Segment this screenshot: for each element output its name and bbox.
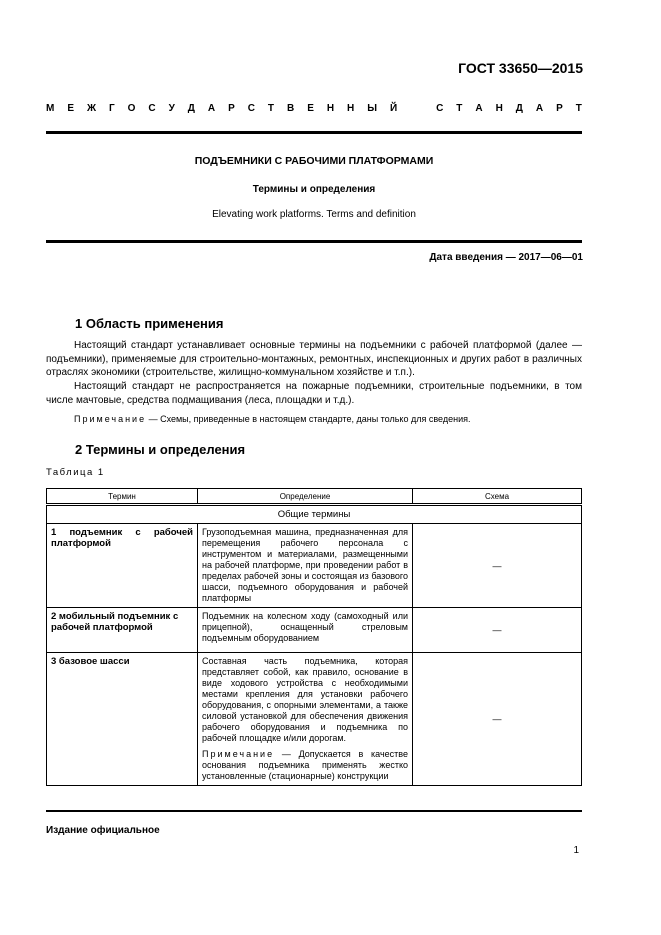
footer-divider (46, 810, 582, 812)
note-text: — Допускается в качестве основания подъемника применять жестко установленные (стационарные) конструкции (202, 749, 408, 781)
note-label: Примечание (202, 749, 275, 759)
definition-cell (198, 653, 413, 786)
terms-table (46, 488, 582, 786)
banner-letter: Й (390, 103, 398, 114)
table-row (47, 608, 582, 653)
table-row (47, 653, 582, 786)
banner-letter: Т (267, 103, 275, 114)
scheme-cell: — (413, 524, 582, 608)
introduction-date: Дата введения — 2017—06—01 (429, 252, 583, 263)
banner-letter: А (475, 103, 483, 114)
scheme-cell: — (413, 608, 582, 653)
interstate-standard-banner (46, 103, 582, 114)
banner-letter: С (148, 103, 156, 114)
table-row (47, 524, 582, 608)
header-divider (46, 131, 582, 134)
banner-letter: Н (495, 103, 503, 114)
official-edition: Издание официальное (46, 825, 160, 836)
banner-letter: Е (67, 103, 74, 114)
banner-letter: Д (515, 103, 523, 114)
banner-letter: Г (108, 103, 115, 114)
definition-cell: Подъемник на колесном ходу (самоходный или прицепной), оснащенный стреловым подъемным оборудованием (198, 608, 413, 653)
section-2-heading: 2 Термины и определения (75, 442, 246, 457)
title-divider (46, 240, 582, 243)
banner-letter: Ы (367, 103, 378, 114)
header-term: Термин (47, 489, 198, 505)
banner-letter: Т (575, 103, 582, 114)
section-1-paragraph-1: Настоящий стандарт устанавливает основные термины на подъемники с рабочей платформой (далее — подъемники), применяемые для строительно-монтажных, ремонтных, инспекционных и других работ в различных отраслях экономики (строительстве, жилищно-коммунальном хозяйстве и т.п.). (46, 340, 582, 378)
banner-letter: Р (228, 103, 235, 114)
banner-letter: А (207, 103, 216, 114)
banner-letter: У (168, 103, 175, 114)
term-cell: 3 базовое шасси (47, 653, 198, 786)
banner-letter: Ж (86, 103, 96, 114)
english-title: Elevating work platforms. Terms and definition (212, 209, 416, 220)
banner-letter: Е (307, 103, 314, 114)
banner-letter: М (46, 103, 55, 114)
section-1-note (74, 414, 470, 424)
banner-letter: Н (326, 103, 335, 114)
section-1-paragraph-2: Настоящий стандарт не распространяется на пожарные подъемники, строительные подъемники, в том числе мачтовые, средства подмащивания (леса, площадки и т.д.). (46, 381, 582, 406)
banner-letter: Н (347, 103, 355, 114)
section-1-heading: 1 Область применения (75, 316, 224, 331)
definition-note (202, 749, 408, 782)
definition-cell: Грузоподъемная машина, предназначенная для перемещения рабочего персонала с инструментом и материалами, размещенными на рабочей платформе, при проведении работ в пределах рабочей зоны и состоящая из базового шасси, подъемного оборудования и рабочей платформы (198, 524, 413, 608)
banner-letter: Д (187, 103, 195, 114)
header-scheme: Схема (413, 489, 582, 505)
banner-letter: Р (556, 103, 563, 114)
banner-letter: Т (456, 103, 463, 114)
document-subtitle: Термины и определения (252, 184, 376, 195)
document-code: ГОСТ 33650—2015 (458, 60, 583, 76)
banner-letter: С (247, 103, 255, 114)
note-label: Примечание (74, 414, 147, 424)
table-caption: Таблица 1 (46, 467, 105, 478)
group-title: Общие термины (47, 505, 582, 524)
term-cell: 1 подъемник с рабочей платформой (47, 524, 198, 608)
scheme-cell: — (413, 653, 582, 786)
term-cell: 2 мобильный подъемник с рабочей платформой (47, 608, 198, 653)
table-header-row (47, 489, 582, 505)
definition-text: Составная часть подъемника, которая представляет собой, как правило, основание в виде ходового устройства с необходимыми местами крепления для установки рабочего оборудования, с опорными элементами, а также силовой установкой для обеспечения движения рабочего оборудования и подъемника по рабочей площадке и/или дорогам. (202, 656, 408, 743)
banner-letter: С (436, 103, 444, 114)
table-group-row (47, 505, 582, 524)
document-title: ПОДЪЕМНИКИ С РАБОЧИМИ ПЛАТФОРМАМИ (194, 155, 434, 167)
page-number: 1 (573, 845, 579, 856)
banner-letter: А (535, 103, 544, 114)
banner-letter: О (127, 103, 136, 114)
header-definition: Определение (198, 489, 413, 505)
banner-letter: В (286, 103, 295, 114)
note-text: — Схемы, приведенные в настоящем стандарте, даны только для сведения. (146, 414, 471, 424)
